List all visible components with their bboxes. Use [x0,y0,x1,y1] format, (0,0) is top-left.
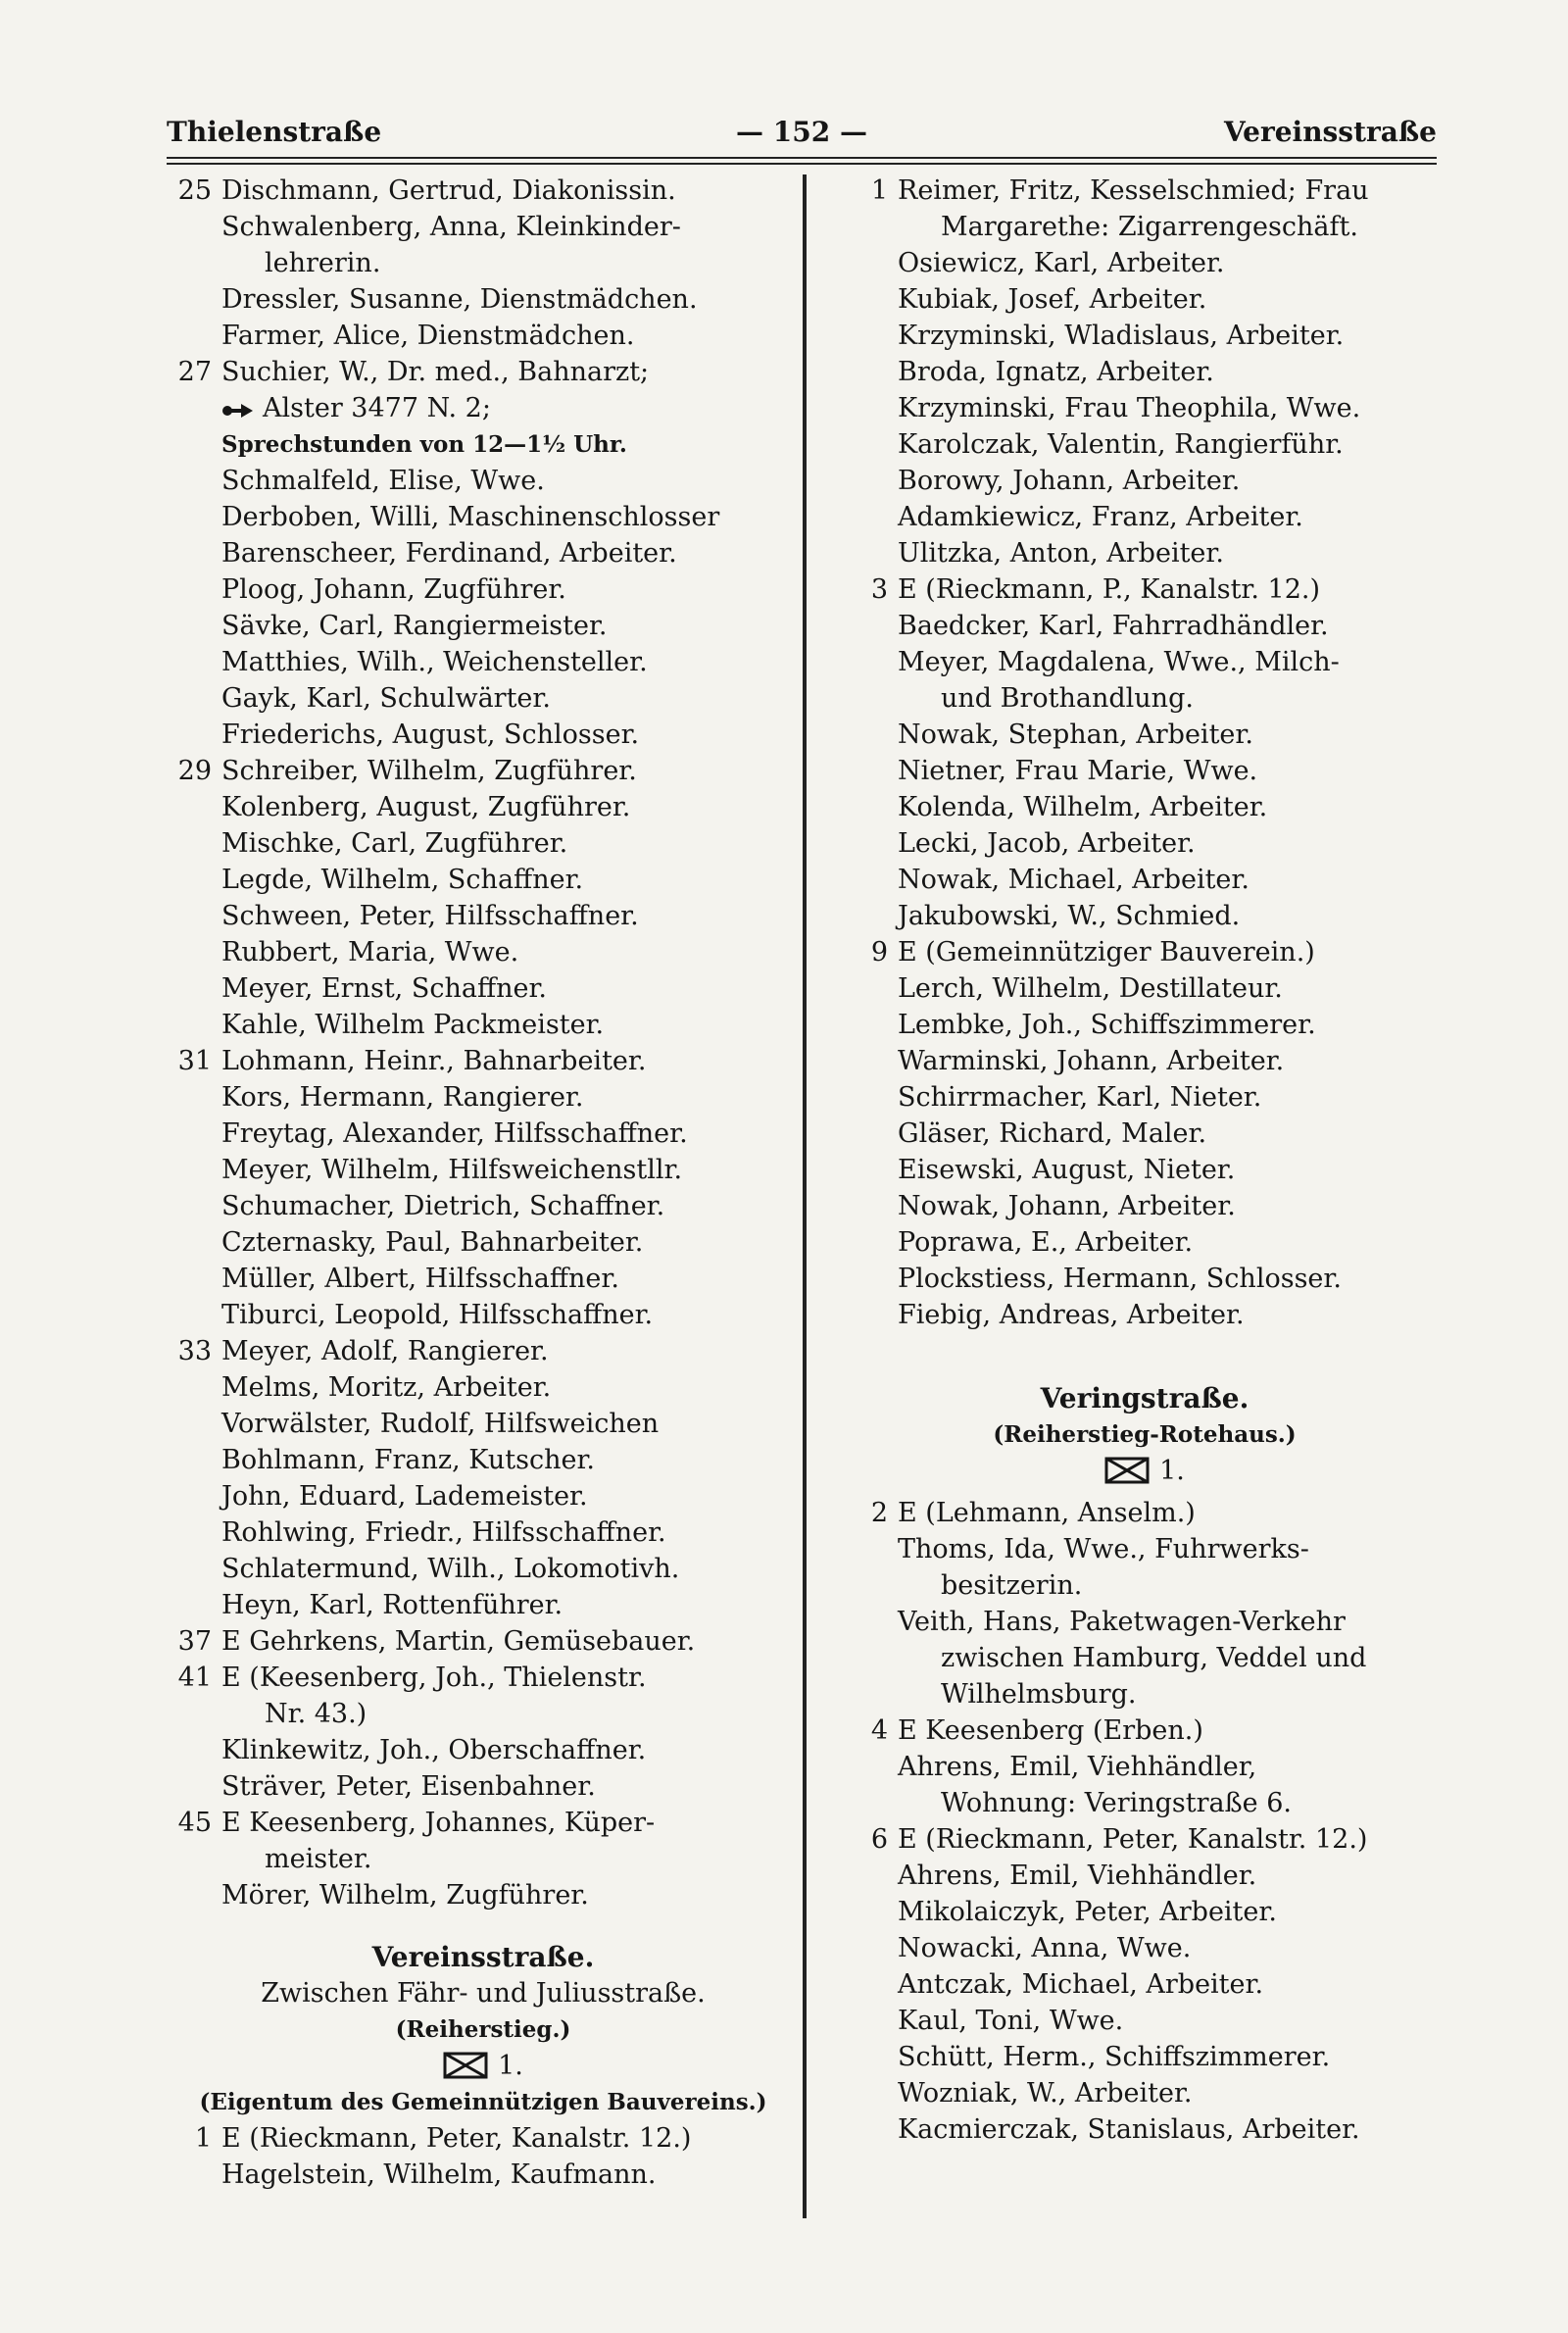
entry-text: Sävke, Carl, Rangiermeister. [221,611,608,641]
entry-text: Meyer, Magdalena, Wwe., Milch- [898,647,1340,677]
directory-entry [174,1877,792,1913]
directory-entry [851,1531,1439,1567]
directory-entry [174,1261,792,1297]
entry-text: Meyer, Ernst, Schaffner. [221,973,548,1004]
entry-text: Antczak, Michael, Arbeiter. [898,1969,1264,2000]
entry-text: Matthies, Wilh., Weichensteller. [221,647,648,677]
house-number: 1 [870,175,888,206]
directory-entry [174,644,792,680]
entry-text: Suchier, W., Dr. med., Bahnarzt; [221,357,650,387]
entry-text: John, Eduard, Lademeister. [221,1481,588,1512]
directory-entry [174,1369,792,1406]
entry-text: Reimer, Fritz, Kesselschmied; Frau [898,175,1369,206]
entry-text: Meyer, Adolf, Rangierer. [221,1336,549,1366]
house-number: 25 [177,175,212,206]
directory-entry [174,1696,792,1732]
entry-text: Veith, Hans, Paketwagen-Verkehr [898,1607,1346,1637]
directory-entry [174,1079,792,1116]
entry-text: E (Rieckmann, Peter, Kanalstr. 12.) [221,2123,692,2154]
post-district-number: 1. [498,2051,523,2081]
directory-entry [174,173,792,209]
entry-text: Dischmann, Gertrud, Diakonissin. [221,175,676,206]
column-divider [803,174,807,2218]
entry-text: meister. [265,1844,372,1874]
entry-text: Wozniak, W., Arbeiter. [898,2078,1193,2109]
directory-entry [851,1894,1439,1930]
directory-entry [174,717,792,753]
entry-text: Gayk, Karl, Schulwärter. [221,683,551,714]
entry-text: Kaul, Toni, Wwe. [898,2006,1124,2036]
entry-text: Schween, Peter, Hilfsschaffner. [221,901,639,931]
entry-text: Kahle, Wilhelm Packmeister. [221,1010,605,1040]
directory-entry [851,970,1439,1007]
entry-text: Lohmann, Heinr., Bahnarbeiter. [221,1046,647,1076]
directory-entry [174,1406,792,1442]
entry-text: E (Rieckmann, Peter, Kanalstr. 12.) [898,1824,1368,1855]
directory-entry [174,318,792,354]
entry-text: Kolenda, Wilhelm, Arbeiter. [898,792,1268,822]
entry-text: Lembke, Joh., Schiffszimmerer. [898,1010,1316,1040]
entry-text: zwischen Hamburg, Veddel und [941,1643,1367,1673]
directory-entry [851,825,1439,862]
directory-entry [851,1604,1439,1640]
directory-entry [174,1587,792,1623]
directory-entry [851,1821,1439,1858]
entry-text: Derboben, Willi, Maschinenschlosser [221,502,720,532]
entry-text: Dressler, Susanne, Dienstmädchen. [221,284,698,315]
entry-text: Sträver, Peter, Eisenbahner. [221,1771,596,1802]
entry-text: E (Gemeinnütziger Bauverein.) [898,937,1315,968]
entry-text: Ploog, Johann, Zugführer. [221,574,566,605]
entry-text: besitzerin. [941,1570,1083,1601]
entry-text: Alster 3477 N. 2; [263,393,491,423]
page-number: — 152 — [736,116,867,148]
directory-entry [851,1079,1439,1116]
directory-entry [851,1495,1439,1531]
post-district-number: 1. [1159,1456,1185,1486]
entry-text: Ahrens, Emil, Viehhändler, [898,1752,1257,1782]
entry-text: Farmer, Alice, Dienstmädchen. [221,321,635,351]
entry-text: Heyn, Karl, Rottenführer. [221,1590,564,1620]
directory-entry [174,426,792,463]
directory-entry [851,1152,1439,1188]
entry-text: Nr. 43.) [265,1699,368,1729]
entry-text: E Gehrkens, Martin, Gemüsebauer. [221,1626,696,1657]
entry-text: Rubbert, Maria, Wwe. [221,937,519,968]
directory-entry [851,1785,1439,1821]
entry-text: und Brothandlung. [941,683,1194,714]
entry-text: Schirrmacher, Karl, Nieter. [898,1082,1262,1113]
directory-entry [851,680,1439,717]
directory-entry [851,390,1439,426]
entry-text: Osiewicz, Karl, Arbeiter. [898,248,1225,278]
directory-entry [851,789,1439,825]
entry-text: Borowy, Johann, Arbeiter. [898,466,1241,496]
entry-text: Warminski, Johann, Arbeiter. [898,1046,1285,1076]
house-number: 27 [177,357,212,387]
directory-entry [851,898,1439,934]
entry-text: Bohlmann, Franz, Kutscher. [221,1445,595,1475]
entry-text: Kors, Hermann, Rangierer. [221,1082,584,1113]
directory-entry [851,1188,1439,1224]
entry-text: Legde, Wilhelm, Schaffner. [221,865,584,895]
entry-text: E Keesenberg (Erben.) [898,1715,1203,1746]
entry-text: Nowak, Michael, Arbeiter. [898,865,1250,895]
directory-entry [174,1007,792,1043]
entry-text: Ulitzka, Anton, Arbeiter. [898,538,1224,569]
ownership-note: (Eigentum des Gemeinnützigen Bauvereins.) [199,2089,767,2115]
entry-text: Meyer, Wilhelm, Hilfsweichenstllr. [221,1155,683,1185]
house-number: 6 [870,1824,888,1855]
envelope-icon [443,2052,488,2079]
directory-entry [174,1732,792,1768]
directory-entry [851,1749,1439,1785]
directory-entry [174,934,792,970]
entry-text: Vorwälster, Rudolf, Hilfsweichen [221,1409,660,1439]
entry-text: Mikolaiczyk, Peter, Arbeiter. [898,1897,1277,1927]
entry-text: Schlatermund, Wilh., Lokomotivh. [221,1554,680,1584]
directory-entry [851,1713,1439,1749]
entry-text: Schmalfeld, Elise, Wwe. [221,466,545,496]
house-number: 33 [177,1336,212,1366]
entry-text: Nietner, Frau Marie, Wwe. [898,756,1258,786]
directory-entry [851,281,1439,318]
directory-entry [174,825,792,862]
directory-entry [174,1768,792,1805]
entry-text: Hagelstein, Wilhelm, Kaufmann. [221,2159,657,2190]
header-rule [167,163,1437,165]
directory-entry [851,463,1439,499]
directory-entry [851,354,1439,390]
house-number: 41 [177,1663,212,1693]
entry-text: Nowak, Johann, Arbeiter. [898,1191,1236,1221]
entry-text: E (Keesenberg, Joh., Thielenstr. [221,1663,647,1693]
post-district [174,2048,792,2084]
envelope-icon [1104,1457,1150,1484]
entry-text: Wohnung: Veringstraße 6. [941,1788,1292,1818]
directory-entry [174,608,792,644]
directory-entry [851,753,1439,789]
directory-entry [851,2003,1439,2039]
street-area: (Reiherstieg-Rotehaus.) [993,1421,1297,1448]
entry-text: Krzyminski, Frau Theophila, Wwe. [898,393,1361,423]
street-area: (Reiherstieg.) [395,2016,571,2043]
entry-text: Schütt, Herm., Schiffszimmerer. [898,2042,1331,2072]
entry-text: Schwalenberg, Anna, Kleinkinder- [221,212,681,242]
directory-entry [174,970,792,1007]
header-rule [167,157,1437,159]
directory-entry [174,1442,792,1478]
directory-entry [174,354,792,390]
entry-text: Melms, Moritz, Arbeiter. [221,1372,552,1403]
directory-entry [174,571,792,608]
entry-text: Friederichs, August, Schlosser. [221,720,640,750]
directory-entry [851,1043,1439,1079]
directory-entry [174,1514,792,1551]
directory-entry [851,173,1439,209]
entry-text: Schreiber, Wilhelm, Zugführer. [221,756,637,786]
house-number: 37 [177,1626,212,1657]
directory-entry [174,390,792,426]
directory-entry [174,1043,792,1079]
entry-text: Tiburci, Leopold, Hilfsschaffner. [221,1300,654,1330]
directory-entry [851,1966,1439,2003]
entry-text: Kolenberg, August, Zugführer. [221,792,631,822]
directory-entry [851,209,1439,245]
directory-entry [851,1007,1439,1043]
entry-text: Czternasky, Paul, Bahnarbeiter. [221,1227,644,1258]
entry-text: Baedcker, Karl, Fahrradhändler. [898,611,1329,641]
entry-text: Klinkewitz, Joh., Oberschaffner. [221,1735,647,1765]
entry-text: Schumacher, Dietrich, Schaffner. [221,1191,665,1221]
directory-entry [851,1261,1439,1297]
directory-entry [851,1116,1439,1152]
directory-entry [174,2157,792,2193]
directory-entry [174,1333,792,1369]
entry-text: Kubiak, Josef, Arbeiter. [898,284,1207,315]
directory-entry [174,2120,792,2157]
directory-entry [174,1478,792,1514]
entry-text: Karolczak, Valentin, Rangierführ. [898,429,1344,460]
directory-entry [174,1623,792,1660]
directory-entry [851,571,1439,608]
directory-entry [174,789,792,825]
entry-text: Sprechstunden von 12—1½ Uhr. [221,431,627,458]
directory-entry [174,1188,792,1224]
directory-entry [174,898,792,934]
entry-text: Lerch, Wilhelm, Destillateur. [898,973,1283,1004]
running-head-left: Thielenstraße [167,116,382,148]
directory-entry [851,245,1439,281]
directory-entry [174,535,792,571]
directory-entry [851,535,1439,571]
directory-entry [851,2075,1439,2111]
directory-entry [174,1551,792,1587]
directory-entry [174,499,792,535]
directory-entry [174,245,792,281]
entry-text: E Keesenberg, Johannes, Küper- [221,1808,656,1838]
street-heading: Vereinsstraße. [371,1941,595,1973]
entry-text: Nowak, Stephan, Arbeiter. [898,720,1253,750]
entry-text: E (Rieckmann, P., Kanalstr. 12.) [898,574,1321,605]
directory-entry [851,1640,1439,1676]
directory-entry [851,1930,1439,1966]
entry-text: Barenscheer, Ferdinand, Arbeiter. [221,538,677,569]
entry-text: Mischke, Carl, Zugführer. [221,828,568,859]
entry-text: Nowacki, Anna, Wwe. [898,1933,1192,1963]
entry-text: Wilhelmsburg. [941,1679,1137,1710]
directory-entry [174,753,792,789]
house-number: 3 [870,574,888,605]
directory-entry [851,2039,1439,2075]
directory-entry [174,862,792,898]
directory-entry [851,426,1439,463]
directory-entry [174,1152,792,1188]
directory-entry [851,717,1439,753]
right-column [851,173,1439,2148]
house-number: 2 [870,1498,888,1528]
entry-text: Mörer, Wilhelm, Zugführer. [221,1880,589,1911]
directory-entry [851,499,1439,535]
entry-text: Jakubowski, W., Schmied. [898,901,1241,931]
running-head-right: Vereinsstraße [1224,116,1437,148]
entry-text: Kacmierczak, Stanislaus, Arbeiter. [898,2114,1360,2145]
entry-text: Margarethe: Zigarrengeschäft. [941,212,1358,242]
house-number: 29 [177,756,212,786]
entry-text: Poprawa, E., Arbeiter. [898,1227,1194,1258]
post-district [851,1453,1439,1489]
directory-entry [851,1858,1439,1894]
directory-entry [174,680,792,717]
directory-entry [174,1841,792,1877]
entry-text: Broda, Ignatz, Arbeiter. [898,357,1214,387]
entry-text: Freytag, Alexander, Hilfsschaffner. [221,1118,688,1149]
entry-text: Fiebig, Andreas, Arbeiter. [898,1300,1245,1330]
house-number: 31 [177,1046,212,1076]
directory-entry [851,2111,1439,2148]
house-number: 1 [194,2123,212,2154]
entry-text: Eisewski, August, Nieter. [898,1155,1236,1185]
directory-entry [851,934,1439,970]
directory-entry [851,1676,1439,1713]
house-number: 45 [177,1808,212,1838]
entry-text: Ahrens, Emil, Viehhändler. [898,1861,1257,1891]
directory-entry [174,209,792,245]
entry-text: Lecki, Jacob, Arbeiter. [898,828,1196,859]
directory-entry [851,1567,1439,1604]
directory-entry [174,1660,792,1696]
entry-text: Plockstiess, Hermann, Schlosser. [898,1264,1342,1294]
entry-text: lehrerin. [265,248,381,278]
directory-entry [851,608,1439,644]
directory-entry [851,318,1439,354]
entry-text: Rohlwing, Friedr., Hilfsschaffner. [221,1517,666,1548]
directory-entry [174,1224,792,1261]
entry-text: Müller, Albert, Hilfsschaffner. [221,1264,619,1294]
entry-text: Gläser, Richard, Maler. [898,1118,1207,1149]
directory-entry [851,644,1439,680]
directory-entry [851,1224,1439,1261]
directory-entry [174,1297,792,1333]
directory-entry [174,1116,792,1152]
telephone-icon [221,393,263,423]
house-number: 9 [870,937,888,968]
directory-entry [851,1297,1439,1333]
running-head [167,116,1437,155]
house-number: 4 [870,1715,888,1746]
directory-entry [174,281,792,318]
street-subtitle: Zwischen Fähr- und Juliusstraße. [261,1978,706,2009]
directory-entry [174,463,792,499]
entry-text: Krzyminski, Wladislaus, Arbeiter. [898,321,1345,351]
entry-text: E (Lehmann, Anselm.) [898,1498,1196,1528]
directory-entry [174,1805,792,1841]
entry-text: Adamkiewicz, Franz, Arbeiter. [898,502,1303,532]
directory-entry [851,862,1439,898]
left-column [174,173,792,2193]
street-heading: Veringstraße. [1040,1382,1250,1415]
entry-text: Thoms, Ida, Wwe., Fuhrwerks- [898,1534,1309,1564]
